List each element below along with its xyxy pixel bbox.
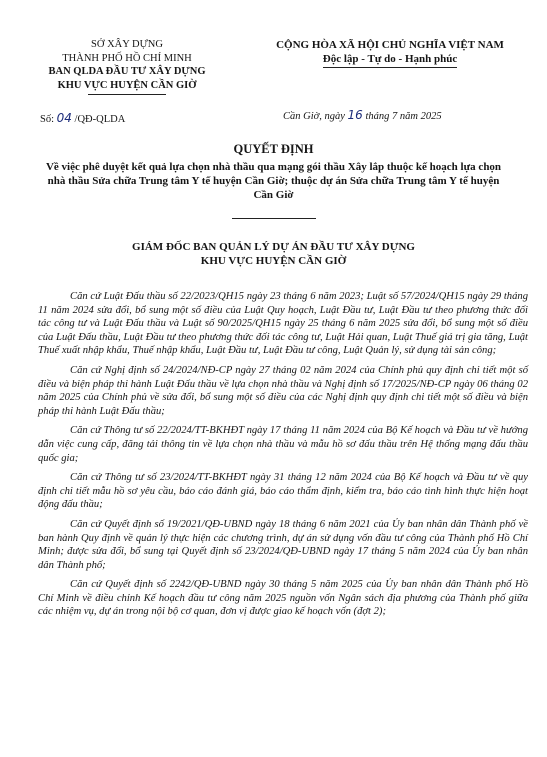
authority-line-1: GIÁM ĐỐC BAN QUẢN LÝ DỰ ÁN ĐẦU TƯ XÂY DỰNG [132, 241, 415, 253]
legal-basis-paragraph: Căn cứ Nghị định số 24/2024/NĐ-CP ngày 27 tháng 02 năm 2024 của Chính phủ quy định chi tiết một số điều và biện pháp thi hành Luật Đấu thầu về lựa chọn nhà thầu và Nghị định số 17/2025/NĐ-CP ngày 06 tháng 02 năm 2025 của Chính phủ về sửa đổi, bổ sung một số điều của các Nghị định quy định chi tiết một số điều và biện pháp thi hành Luật Đấu thầu; [38, 364, 528, 417]
national-motto: Độc lập - Tự do - Hạnh phúc [323, 52, 457, 68]
decision-title: QUYẾT ĐỊNH [233, 142, 314, 156]
legal-basis-paragraph: Căn cứ Quyết định số 19/2021/QĐ-UBND ngày 18 tháng 6 năm 2021 của Ủy ban nhân dân Thành phố về ban hành Quy định về quản lý thực hiện các chương trình, dự án sử dụng vốn đầu tư công của Thành phố Hồ Chí Minh; được sửa đổi, bổ sung tại Quyết định số 23/2024/QĐ-UBND ngày 17 tháng 5 năm 2024 của Ủy ban nhân dân Thành phố; [38, 518, 528, 571]
date-prefix: Cần Giờ, ngày [283, 111, 345, 122]
document-date [283, 108, 442, 122]
number-prefix: Số: [40, 114, 55, 125]
document-number [40, 111, 125, 125]
date-day-handwritten: 16 [347, 108, 363, 122]
agency-line-2: THÀNH PHỐ HỒ CHÍ MINH [62, 52, 192, 64]
legal-basis-paragraph: Căn cứ Quyết định số 2242/QĐ-UBND ngày 30 tháng 5 năm 2025 của Ủy ban nhân dân Thành phố Hồ Chí Minh về điều chỉnh Kế hoạch đầu tư công năm 2025 nguồn vốn Ngân sách địa phương của Thành phố giữa các nhiệm vụ, dự án trong nội bộ cơ quan, đơn vị được giao kế hoạch vốn (đợt 2); [38, 579, 528, 618]
legal-basis-section [38, 290, 528, 625]
issuing-authority [0, 240, 547, 268]
legal-basis-paragraph: Căn cứ Thông tư số 22/2024/TT-BKHĐT ngày 17 tháng 11 năm 2024 của Bộ Kế hoạch và Đầu tư về hướng dẫn việc cung cấp, đăng tải thông tin về lựa chọn nhà thầu và mẫu hồ sơ đấu thầu trên Hệ thống mạng đấu thầu quốc gia; [38, 425, 528, 464]
title-divider [232, 218, 316, 219]
number-handwritten: 04 [56, 111, 72, 125]
authority-line-2: KHU VỰC HUYỆN CẦN GIỜ [200, 255, 347, 267]
national-header [245, 38, 535, 68]
issuing-agency-block [22, 38, 232, 92]
agency-divider [88, 94, 166, 95]
agency-line-1: SỞ XÂY DỰNG [91, 39, 163, 50]
agency-line-4: KHU VỰC HUYỆN CẦN GIỜ [57, 79, 197, 91]
decision-subject: Về việc phê duyệt kết quả lựa chọn nhà thầu qua mạng gói thầu Xây lắp thuộc kế hoạch lựa chọn nhà thầu Sửa chữa Trung tâm Y tế huyện Cần Giờ; thuộc dự án Sửa chữa Trung tâm Y tế huyện Cần Giờ [45, 161, 502, 201]
date-suffix: tháng 7 năm 2025 [365, 111, 442, 122]
legal-basis-paragraph: Căn cứ Thông tư số 23/2024/TT-BKHĐT ngày 31 tháng 12 năm 2024 của Bộ Kế hoạch và Đầu tư về quy định chi tiết mẫu hồ sơ yêu cầu, báo cáo đánh giá, báo cáo thẩm định, kiểm tra, báo cáo tình hình thực hiện hoạt động đấu thầu; [38, 472, 528, 511]
legal-basis-paragraph: Căn cứ Luật Đấu thầu số 22/2023/QH15 ngày 23 tháng 6 năm 2023; Luật số 57/2024/QH15 ngày 29 tháng 11 năm 2024 sửa đổi, bổ sung một số điều của Luật Quy hoạch, Luật Đầu tư, Luật Đầu tư theo phương thức đối tác công tư và Luật Đấu thầu và Luật số 90/2025/QH15 ngày 25 tháng 6 năm 2025 sửa đổi, bổ sung một số điều của Luật Đấu thầu, Luật Đầu tư theo phương thức đối tác công tư, Luật Hải quan, Luật Thuế giá trị gia tăng, Luật Thuế xuất nhập khẩu, Thuế nhập khẩu, Luật Đầu tư, Luật Đầu tư công, Luật Quản lý, sử dụng tài sản công; [38, 291, 528, 357]
national-title: CỘNG HÒA XÃ HỘI CHỦ NGHĨA VIỆT NAM [276, 39, 504, 51]
agency-line-3: BAN QLDA ĐẦU TƯ XÂY DỰNG [48, 66, 206, 77]
number-suffix: /QĐ-QLDA [74, 114, 126, 125]
